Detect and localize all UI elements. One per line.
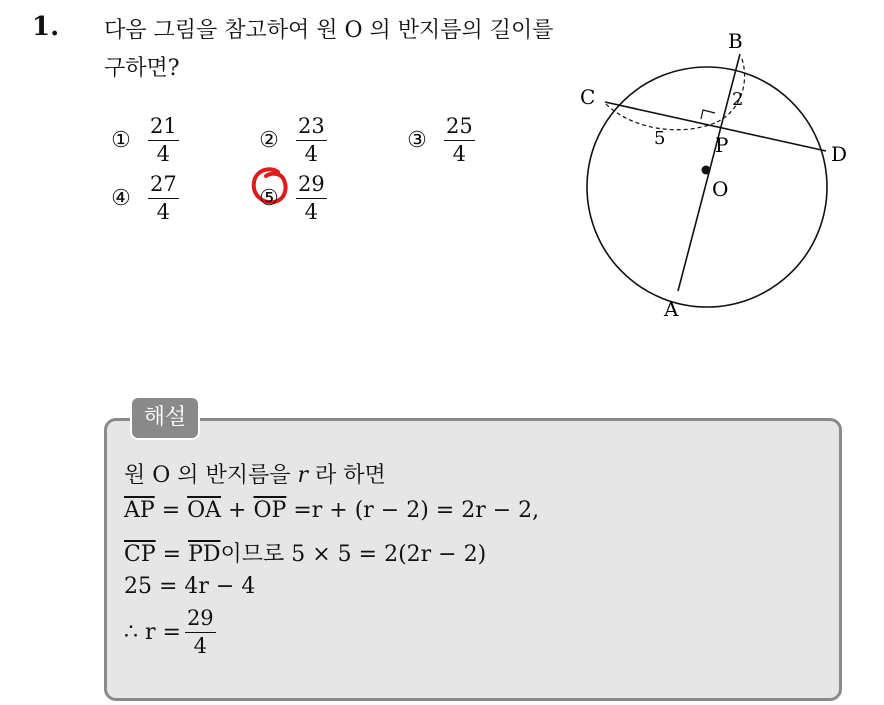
solution-tab: 해설 xyxy=(130,396,200,440)
segment-op: $\overline{OP}$ xyxy=(253,498,287,523)
label-c: C xyxy=(580,85,596,109)
segment-oa: $\overline{OA}$ xyxy=(187,498,222,523)
choice-5-mark: ⑤ xyxy=(259,185,279,211)
choice-2-numerator: 23 xyxy=(296,116,327,141)
choice-5[interactable] xyxy=(254,174,327,223)
choice-2[interactable] xyxy=(254,116,327,165)
solution-line-3 xyxy=(124,537,486,568)
choice-5-denominator: 4 xyxy=(304,200,319,224)
solution-line-3-rest: 이므로 5 × 5 = 2(2r − 2) xyxy=(220,542,487,567)
answer-fraction xyxy=(185,608,216,657)
label-d: D xyxy=(831,142,848,166)
choice-5-fraction xyxy=(296,174,327,223)
choice-1-mark: ① xyxy=(111,127,131,153)
choice-2-mark: ② xyxy=(259,127,279,153)
choice-1-denominator: 4 xyxy=(156,142,171,166)
equals-sign: = xyxy=(155,542,189,567)
solution-line-1 xyxy=(124,458,386,489)
length-cp: 5 xyxy=(654,128,666,149)
solution-line-4: 25 = 4r − 4 xyxy=(124,574,256,599)
choice-4-denominator: 4 xyxy=(156,200,171,224)
label-p: P xyxy=(715,133,729,157)
center-dot xyxy=(702,166,711,175)
choice-1[interactable] xyxy=(106,116,179,165)
choice-5-numerator: 29 xyxy=(296,174,327,199)
choice-3-mark: ③ xyxy=(407,127,427,153)
solution-line-2 xyxy=(124,498,539,523)
length-pb: 2 xyxy=(732,89,744,110)
circle-o xyxy=(587,67,827,307)
circle-chord-figure xyxy=(560,20,860,330)
choice-3-denominator: 4 xyxy=(452,142,467,166)
solution-line-5 xyxy=(124,608,216,657)
equals-sign: = xyxy=(154,498,188,523)
brace-cp xyxy=(606,104,717,130)
choice-3[interactable] xyxy=(402,116,475,165)
plus-sign: + xyxy=(221,498,254,523)
variable-r: r xyxy=(297,463,309,488)
choice-4-numerator: 27 xyxy=(148,174,179,199)
label-o: O xyxy=(712,177,729,201)
label-a: A xyxy=(664,297,679,321)
conclusion-prefix: ∴ r = xyxy=(124,620,181,645)
answer-denominator: 4 xyxy=(193,634,207,658)
choice-1-fraction xyxy=(148,116,179,165)
label-b: B xyxy=(728,29,743,53)
question-text: 다음 그림을 참고하여 원 O 의 반지름의 길이를 구하면? xyxy=(104,18,554,81)
choice-3-numerator: 25 xyxy=(444,116,475,141)
solution-line-2-rest: =r + (r − 2) = 2r − 2, xyxy=(286,498,540,523)
choice-4-mark: ④ xyxy=(111,185,131,211)
segment-ap: $\overline{AP}$ xyxy=(124,498,155,523)
solution-line-1-text: 원 O 의 반지름을 xyxy=(124,463,298,488)
segment-cp: $\overline{CP}$ xyxy=(124,542,156,567)
choice-4-fraction xyxy=(148,174,179,223)
answer-numerator: 29 xyxy=(185,608,216,633)
question-number: 1. xyxy=(32,12,60,42)
choice-2-fraction xyxy=(296,116,327,165)
choice-4[interactable] xyxy=(106,174,179,223)
solution-line-1-tail: 라 하면 xyxy=(308,463,386,488)
choice-1-numerator: 21 xyxy=(148,116,179,141)
choice-2-denominator: 4 xyxy=(304,142,319,166)
right-angle-mark xyxy=(701,110,715,119)
choice-3-fraction xyxy=(444,116,475,165)
segment-pd: $\overline{PD}$ xyxy=(188,542,221,567)
